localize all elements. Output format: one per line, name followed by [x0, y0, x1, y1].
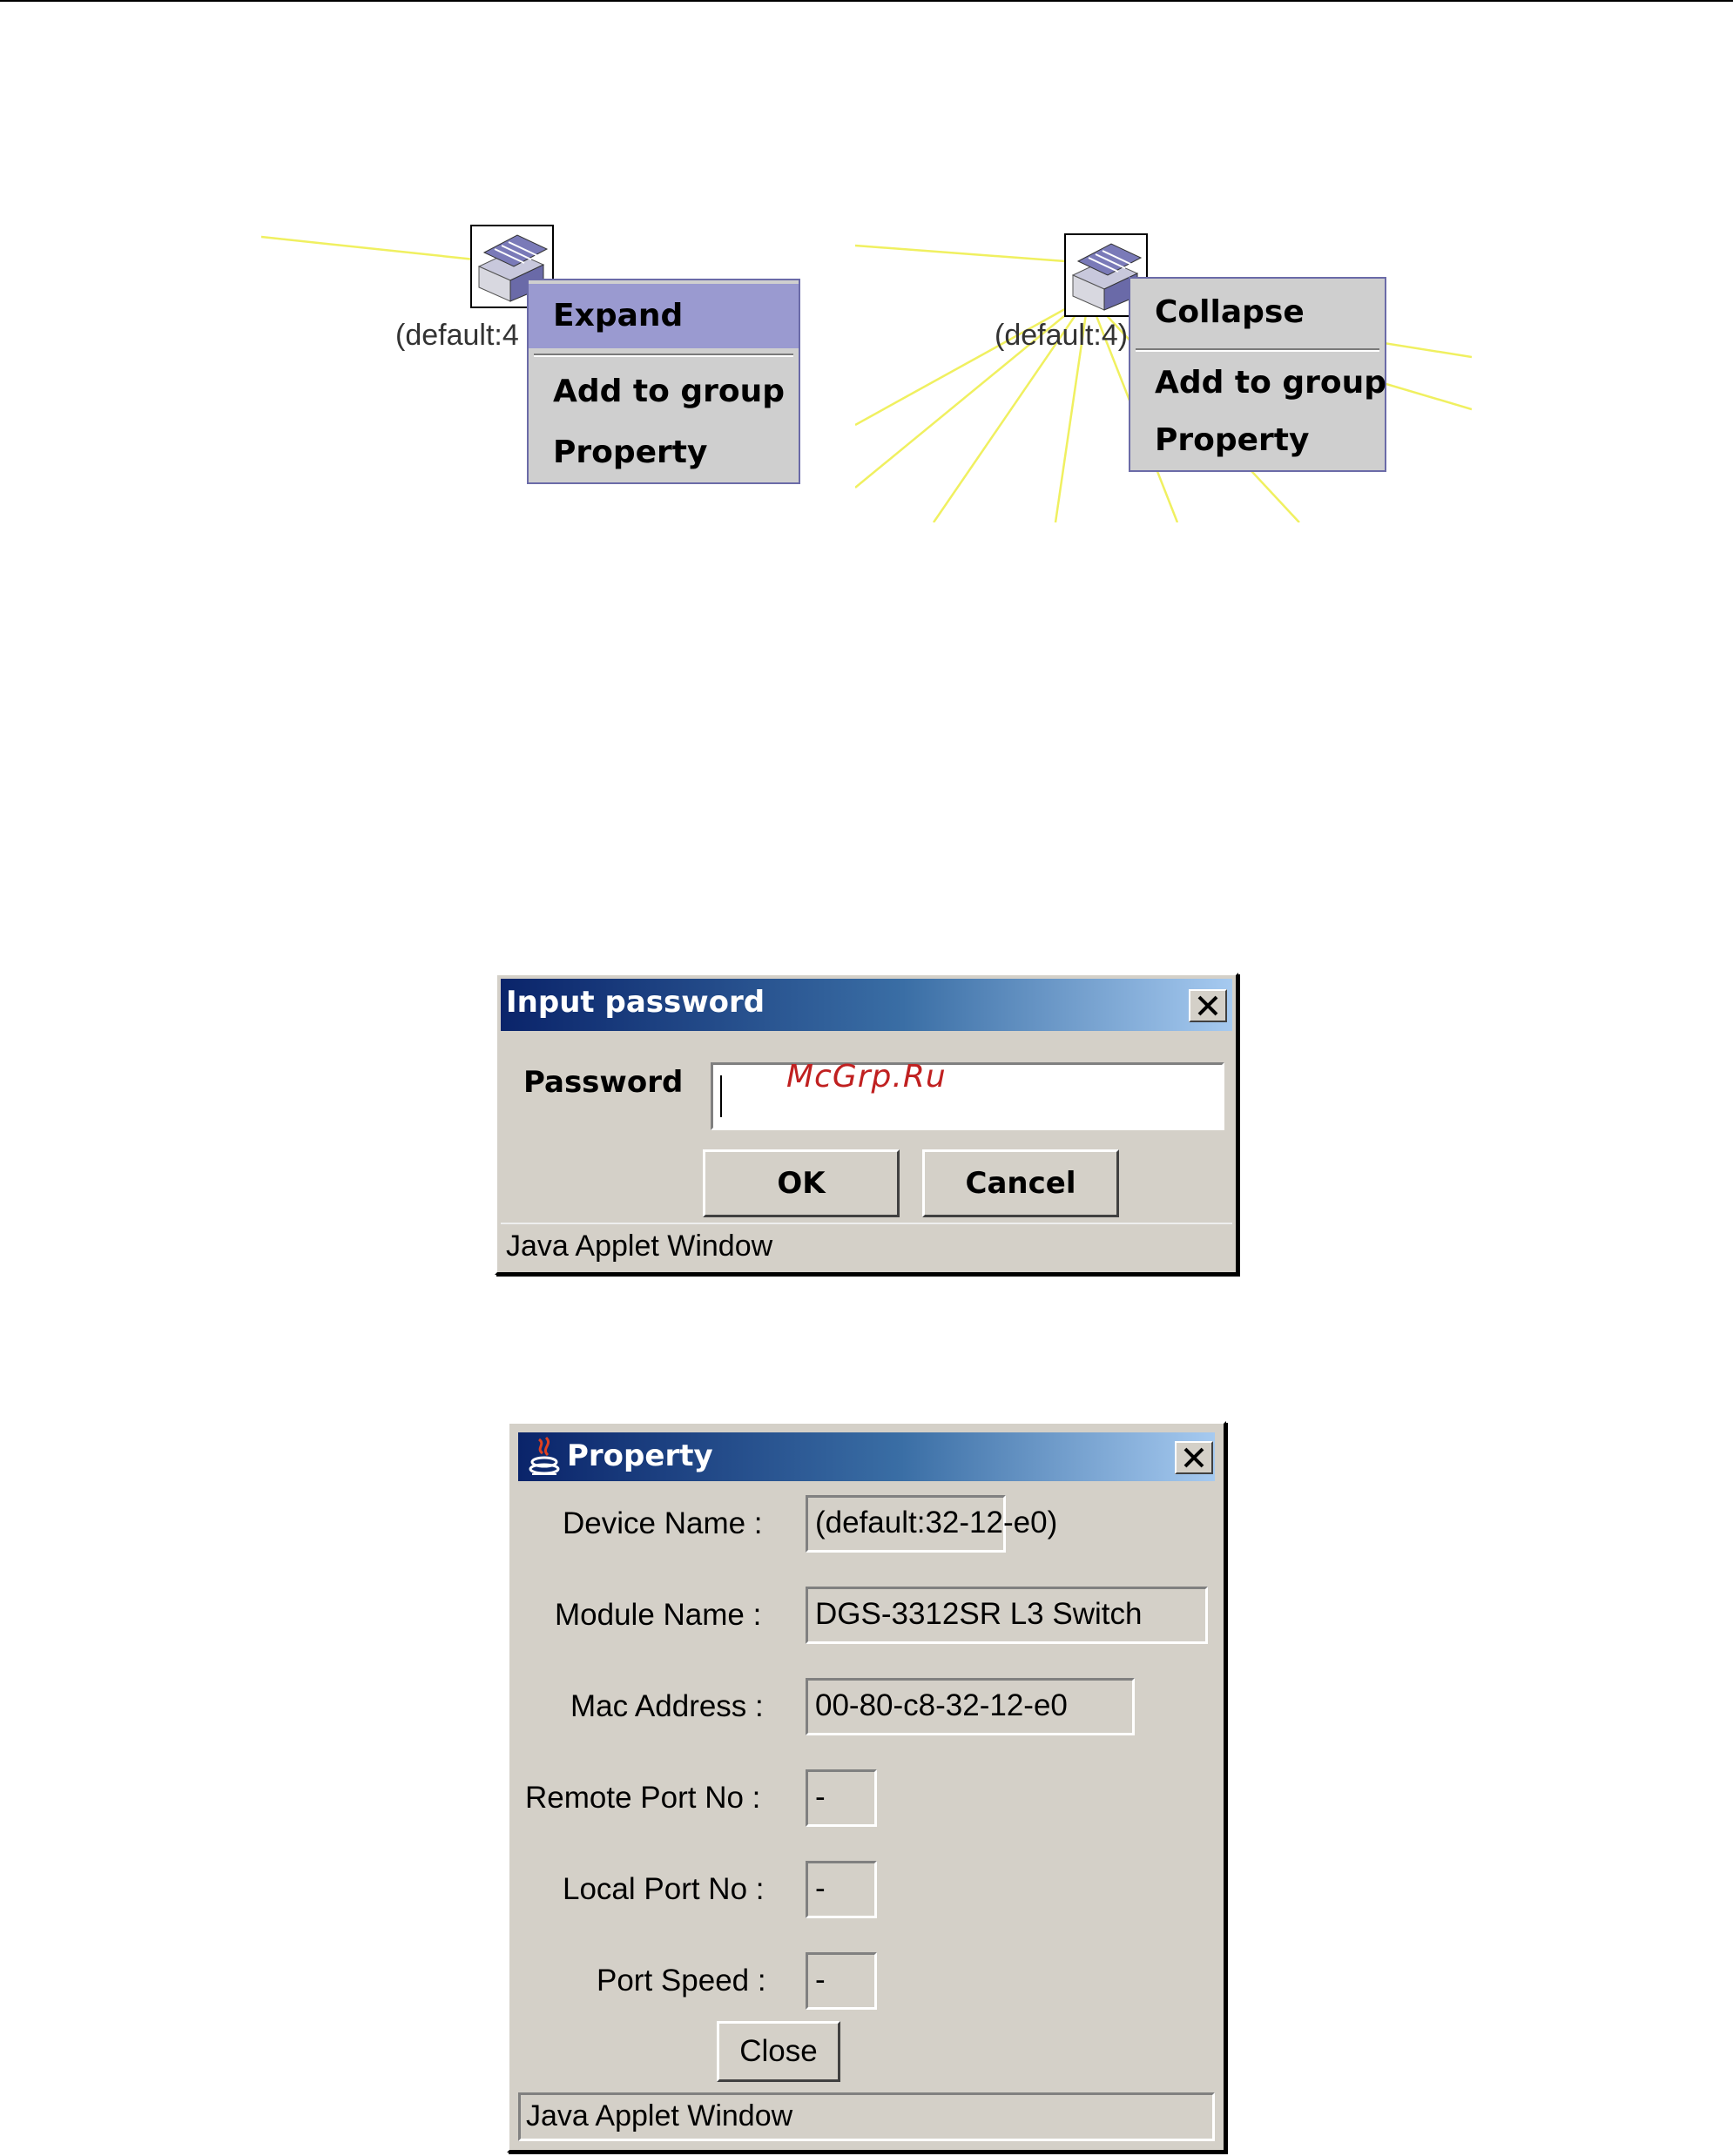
local-port-field: -: [806, 1861, 877, 1918]
device-name-label: Device Name :: [563, 1506, 763, 1540]
password-label: Password: [523, 1065, 684, 1100]
status-divider: [501, 1223, 1232, 1224]
module-name-label: Module Name :: [555, 1598, 762, 1632]
property-dialog: [507, 1421, 1226, 2153]
dialog-titlebar: [518, 1432, 1215, 1481]
status-bar-text: Java Applet Window: [506, 1230, 773, 1263]
device-name-field: (default:32-12-e0): [806, 1495, 1006, 1553]
port-speed-field: -: [806, 1952, 877, 2010]
menu-item-add-to-group[interactable]: Add to group: [553, 374, 786, 409]
java-icon: [527, 1436, 562, 1486]
menu-separator: [1136, 348, 1379, 352]
remote-port-field: -: [806, 1769, 877, 1827]
port-speed-label: Port Speed :: [597, 1964, 766, 1998]
input-password-dialog: [495, 973, 1238, 1275]
cancel-button[interactable]: Cancel: [922, 1149, 1119, 1217]
node-label: (default:4): [995, 319, 1129, 352]
mac-address-field: 00-80-c8-32-12-e0: [806, 1678, 1135, 1735]
watermark: McGrp.Ru: [786, 1059, 947, 1095]
menu-item-collapse[interactable]: Collapse: [1155, 294, 1305, 330]
mac-address-label: Mac Address :: [570, 1689, 764, 1723]
close-icon[interactable]: [1175, 1441, 1213, 1474]
module-name-field: DGS-3312SR L3 Switch: [806, 1587, 1208, 1644]
text-cursor: [720, 1075, 722, 1117]
dialog-title: Property: [567, 1438, 713, 1473]
menu-separator: [534, 354, 793, 357]
menu-item-add-to-group[interactable]: Add to group: [1155, 365, 1387, 401]
ok-button[interactable]: OK: [703, 1149, 900, 1217]
context-menu-left: [527, 279, 800, 484]
local-port-label: Local Port No :: [563, 1872, 765, 1906]
page-top-rule: [0, 0, 1733, 2]
topology-panel-left: [261, 192, 819, 522]
menu-item-property[interactable]: Property: [1155, 422, 1310, 458]
topology-panel-right: [855, 192, 1472, 522]
close-icon[interactable]: [1189, 989, 1227, 1022]
remote-port-label: Remote Port No :: [525, 1781, 761, 1815]
close-button[interactable]: Close: [717, 2021, 840, 2082]
context-menu-right: [1129, 277, 1386, 472]
menu-item-expand[interactable]: Expand: [529, 284, 799, 348]
dialog-titlebar: [501, 979, 1232, 1031]
dialog-title: Input password: [506, 985, 765, 1020]
menu-item-property[interactable]: Property: [553, 435, 708, 470]
node-label: (default:4: [395, 319, 519, 352]
status-bar-text: Java Applet Window: [518, 2092, 1215, 2141]
